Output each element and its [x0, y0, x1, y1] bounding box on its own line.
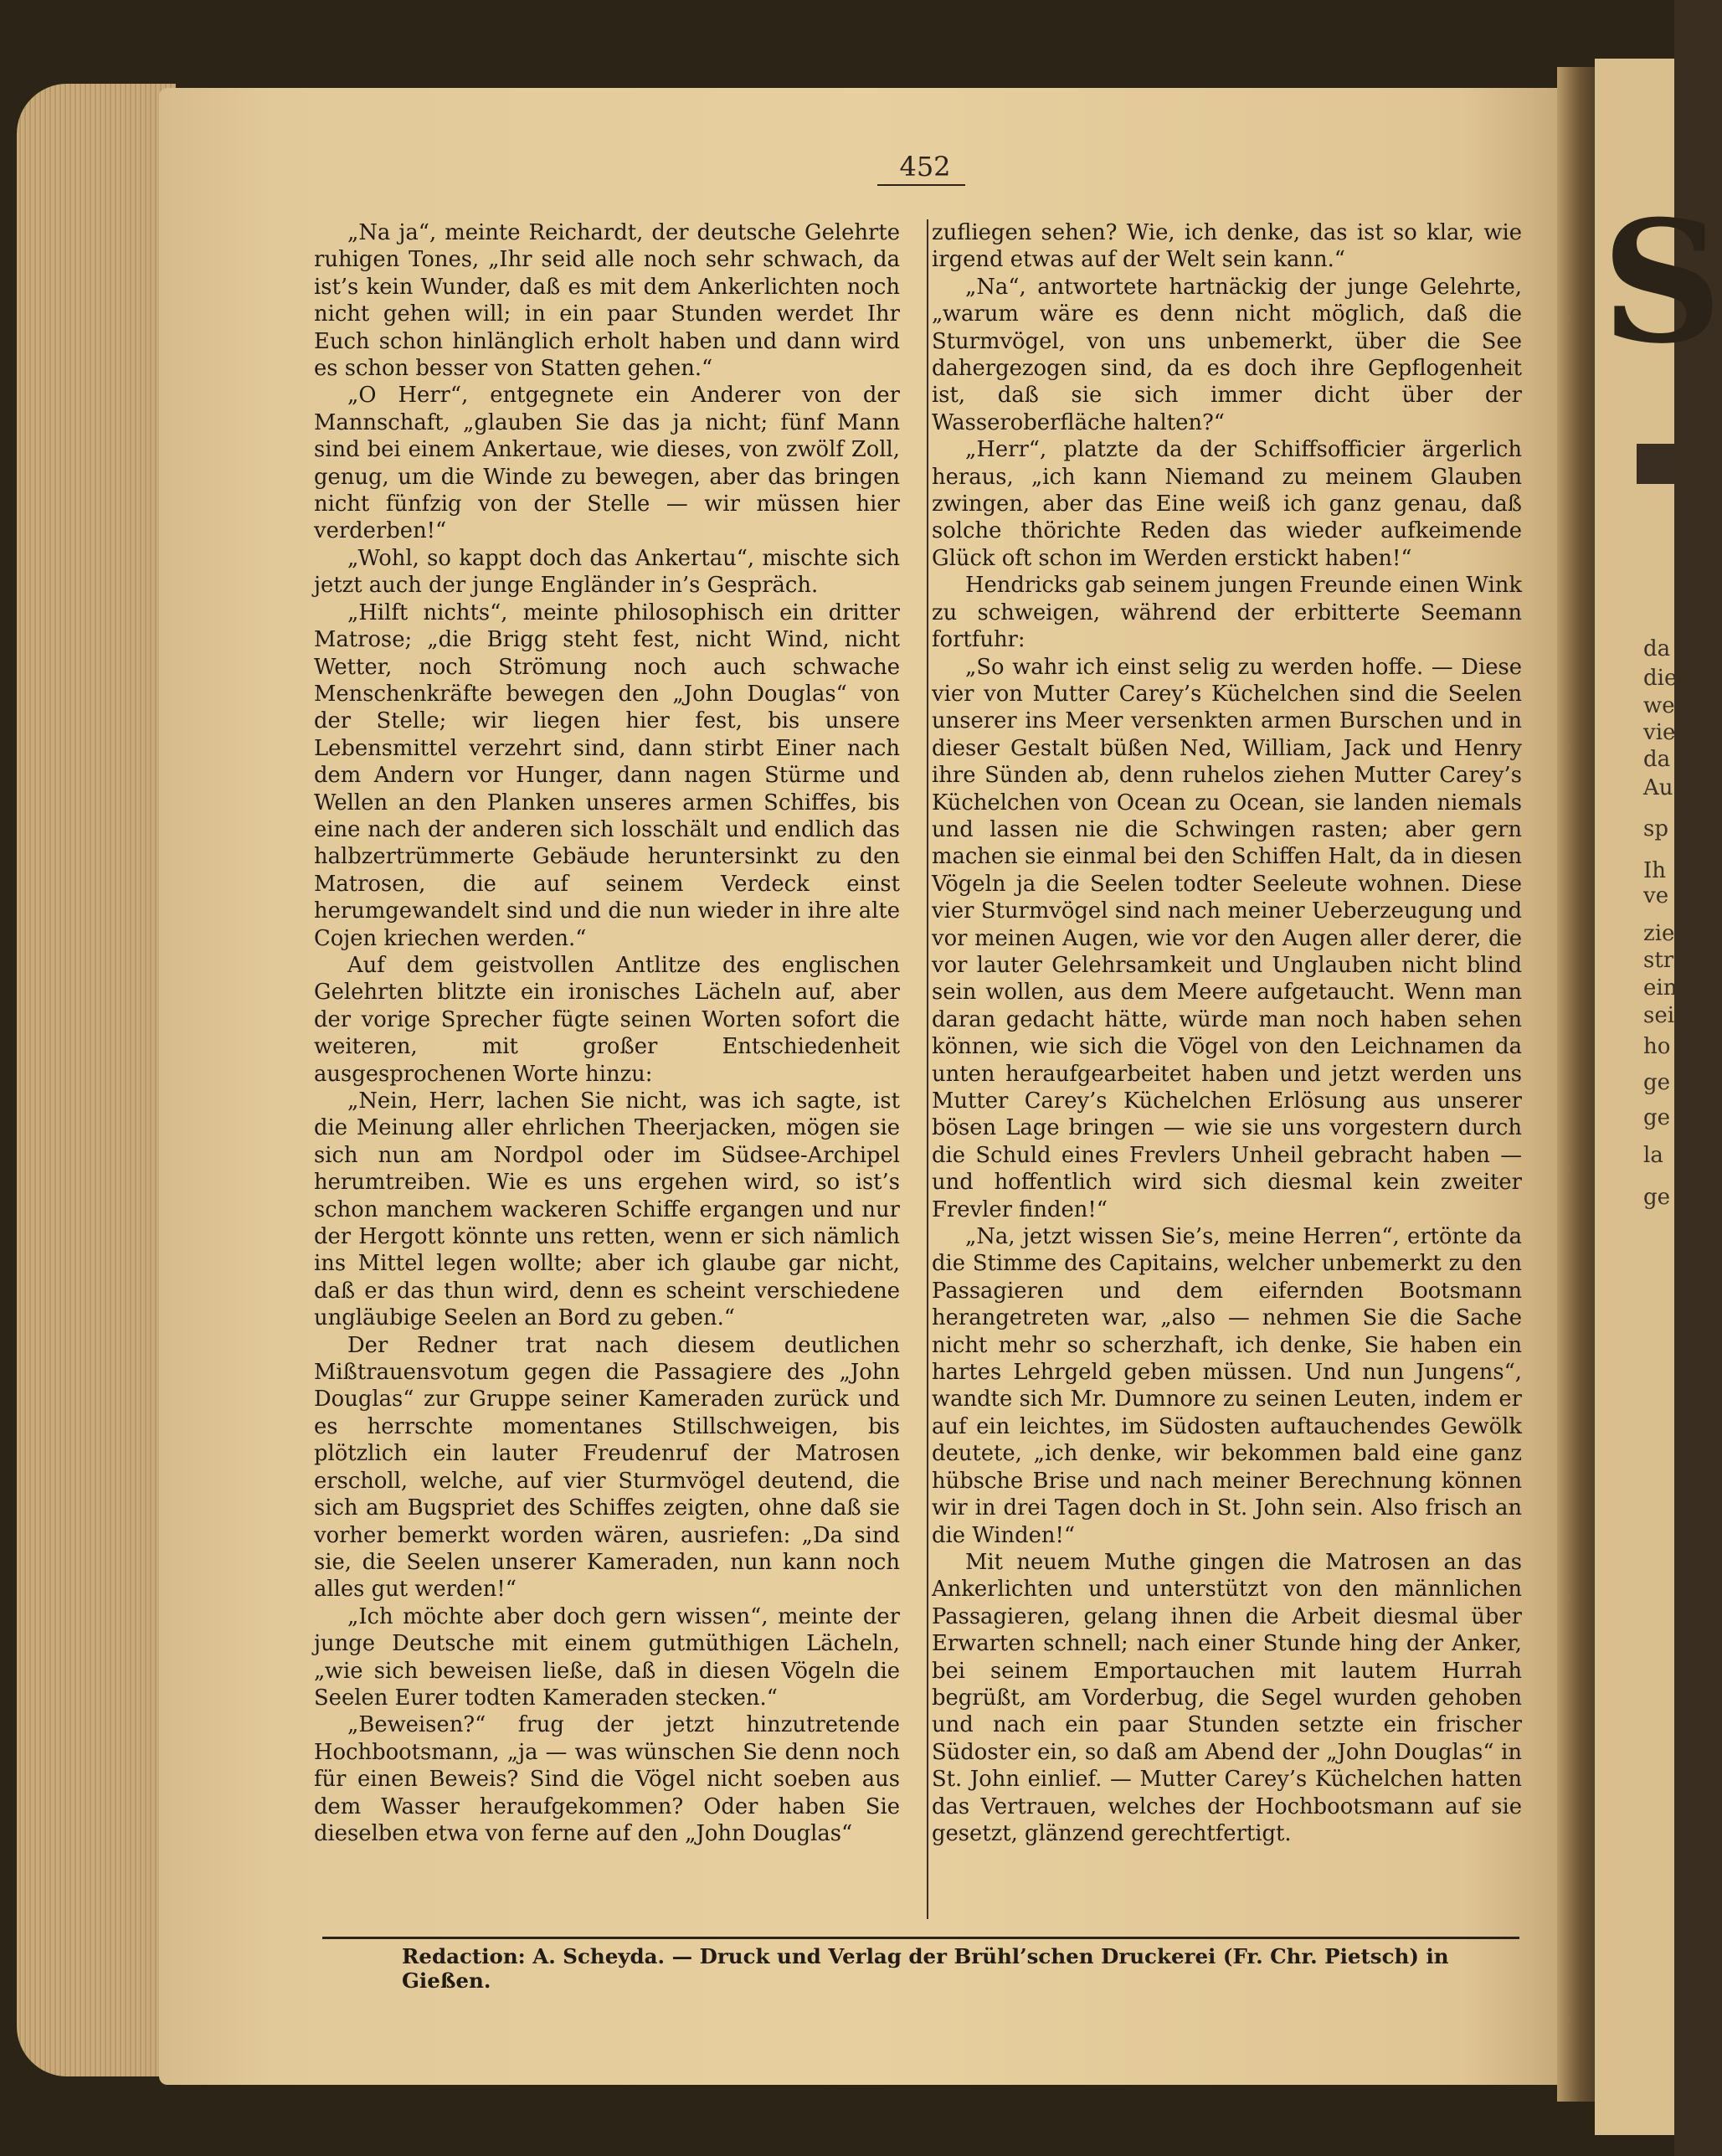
paragraph: „Beweisen?“ frug der jetzt hinzutretende Hochbootsmann, „ja — was wünschen Sie denn noch für einen Beweis? Sind die Vögel nicht soeben aus dem Wasser heraufgekommen? Oder haben Sie dieselben etwa von ferne auf den „John Douglas“	[314, 1712, 900, 1846]
adjacent-page-text-fragment: ge	[1643, 1070, 1671, 1095]
adjacent-page-text-fragment: str	[1643, 948, 1674, 973]
paragraph: „Ich möchte aber doch gern wissen“, meinte der junge Deutsche mit einem gutmüthigen Lächeln, „wie sich beweisen ließe, daß in diesen Vögeln die Seelen Eurer todten Kameraden stecken.“	[314, 1603, 900, 1711]
imprint-footer: Redaction: A. Scheyda. — Druck und Verlag der Brühl’schen Druckerei (Fr. Chr. Pietsch) in Gießen.	[402, 1944, 1449, 1993]
adjacent-page-text-fragment: die	[1643, 666, 1678, 691]
footer-rule	[322, 1937, 1519, 1939]
adjacent-page-text-fragment: ge	[1643, 1185, 1671, 1210]
heading-fragment-bar	[1637, 444, 1678, 484]
adjacent-page-text-fragment: Ih	[1643, 858, 1667, 883]
paragraph: Der Redner trat nach diesem deutlichen Mißtrauensvotum gegen die Passagiere des „John Douglas“ zur Gruppe seiner Kameraden zurück und es herrschte momentanes Stillschweigen, bis plötzlich ein lauter Freudenruf der Matrosen erscholl, welche, auf vier Sturmvögel deutend, die sich am Bugspriet des Schiffes zeigten, ohne daß sie vorher bemerkt worden wären, ausriefen: „Da sind sie, die Seelen unserer Kameraden, nun kann noch alles gut werden!“	[314, 1332, 900, 1603]
paragraph: „So wahr ich einst selig zu werden hoffe. — Diese vier von Mutter Carey’s Küchelchen sind die Seelen unserer ins Meer versenkten armen Burschen und in dieser Gestalt büßen Ned, William, Jack und Henry ihre Sünden ab, denn ruhelos ziehen Mutter Carey’s Küchelchen von Ocean zu Ocean, sie landen niemals und lassen nie die Schwingen rasten; aber gern machen sie einmal bei den Schiffen Halt, da in diesen Vögeln ja die Seelen todter Seeleute wohnen. Diese vier Sturmvögel sind nach meiner Ueberzeugung und vor meinen Augen, wie vor den Augen aller derer, die vor lauter Gelehrsamkeit und Unglauben nicht blind sein wollen, aus dem Meere aufgetaucht. Wenn man daran gedacht hätte, würde man noch haben sehen können, wie sich die Vögel von den Leichnamen da unten heraufgearbeitet haben und jetzt werden uns Mutter Carey’s Küchelchen Erlösung aus unserer bösen Lage bringen — wie sie uns vorgestern durch die Schuld eines Frevlers Unheil gebracht haben — und hoffentlich wird sich diesmal kein zweiter Frevler finden!“	[932, 654, 1522, 1222]
column-divider	[927, 219, 928, 1919]
paragraph: „Herr“, platzte da der Schiffsofficier ärgerlich heraus, „ich kann Niemand zu meinem Glauben zwingen, aber das Eine weiß ich ganz genau, daß solche thörichte Reden das wieder aufkeimende Glück oft schon im Werden erstickt haben!“	[932, 437, 1522, 571]
adjacent-page-text-fragment: sp	[1643, 816, 1668, 841]
paragraph: „Na ja“, meinte Reichardt, der deutsche Gelehrte ruhigen Tones, „Ihr seid alle noch sehr schwach, da ist’s kein Wunder, daß es mit dem Ankerlichten noch nicht gehen will; in ein paar Stunden werdet Ihr Euch schon hinlänglich erholt haben und dann wird es schon besser von Statten gehen.“	[314, 220, 900, 382]
paragraph: „Wohl, so kappt doch das Ankertau“, mischte sich jetzt auch der junge Engländer in’s Gespräch.	[314, 545, 900, 599]
paragraph: „Na“, antwortete hartnäckig der junge Gelehrte, „warum wäre es denn nicht möglich, daß die Sturmvögel, von uns unbemerkt, über die See dahergezogen sind, da es doch ihre Gepflogenheit ist, daß sie sich immer dicht über der Wasseroberfläche halten?“	[932, 274, 1522, 435]
adjacent-page-text-fragment: ho	[1643, 1034, 1671, 1059]
paragraph: Hendricks gab seinem jungen Freunde einen Wink zu schweigen, während der erbitterte Seemann fortfuhr:	[932, 573, 1522, 653]
adjacent-page-text-fragment: vie	[1643, 720, 1676, 745]
adjacent-page-text-fragment: ve	[1643, 883, 1669, 908]
paragraph: Mit neuem Muthe gingen die Matrosen an das Ankerlichten und unterstützt von den männlichen Passagieren, gelang ihnen die Arbeit diesmal über Erwarten schnell; nach einer Stunde hing der Anker, bei seinem Emportauchen mit lautem Hurrah begrüßt, am Vorderbug, die Segel wurden gehoben und nach ein paar Stunden setzte ein frischer Südoster ein, so daß am Abend der „John Douglas“ in St. John einlief. — Mutter Carey’s Küchelchen hatten das Vertrauen, welches der Hochbootsmann auf sie gesetzt, glänzend gerechtfertigt.	[932, 1549, 1522, 1846]
adjacent-page-text-fragment: we	[1643, 693, 1675, 718]
adjacent-page-text-fragment: ge	[1643, 1105, 1671, 1130]
text-column-right	[932, 219, 1522, 1890]
paragraph: „Na, jetzt wissen Sie’s, meine Herren“, ertönte da die Stimme des Capitains, welcher unbemerkt zu den Passagieren und dem eifernden Bootsmann herangetreten war, „also — nehmen Sie die Sache nicht mehr so scherzhaft, ich denke, Sie haben ein hartes Lehrgeld geben müssen. Und nun Jungens“, wandte sich Mr. Dumnore zu seinen Leuten, indem er auf ein leichtes, im Südosten auftauchendes Gewölk deutete, „ich denke, wir bekommen bald eine ganz hübsche Brise und nach meiner Berechnung können wir in drei Tagen doch in St. John sein. Also frisch an die Winden!“	[932, 1224, 1522, 1548]
paragraph: „O Herr“, entgegnete ein Anderer von der Mannschaft, „glauben Sie das ja nicht; fünf Mann sind bei einem Ankertaue, wie dieses, von zwölf Zoll, genug, um die Winde zu bewegen, aber das bringen nicht fünfzig von der Stelle — wir müssen hier verderben!“	[314, 383, 900, 544]
book-page-edges	[17, 84, 176, 2076]
paragraph-continuation: zufliegen sehen? Wie, ich denke, das ist so klar, wie irgend etwas auf der Welt sein kann.“	[932, 220, 1522, 273]
adjacent-page-text-fragment: Au	[1643, 775, 1673, 800]
paragraph: „Hilft nichts“, meinte philosophisch ein dritter Matrose; „die Brigg steht fest, nicht Wind, nicht Wetter, noch Strömung noch auch schwache Menschenkräfte bewegen den „John Douglas“ von der Stelle; wir liegen hier fest, bis unsere Lebensmittel verzehrt sind, dann stirbt Einer nach dem Andern vor Hunger, dann nagen Stürme und Wellen an den Planken unseres armen Schiffes, bis eine nach der anderen sich losschält und endlich das halbzertrümmerte Gebäude heruntersinkt zu den Matrosen, die auf seinem Verdeck einst herumgewandelt sind und die nun wieder in ihre alte Cojen kriechen werden.“	[314, 599, 900, 951]
page-number: 452	[899, 151, 951, 183]
adjacent-page-text-fragment: zie	[1643, 921, 1675, 946]
adjacent-page-text-fragment: la	[1643, 1143, 1663, 1168]
paragraph: „Nein, Herr, lachen Sie nicht, was ich sagte, ist die Meinung aller ehrlichen Theerjacken, mögen sie sich nun am Nordpol oder im Südsee-Archipel herumtreiben. Wie es uns ergehen wird, so ist’s schon manchem wackeren Schiffe ergangen und nur der Hergott könnte uns retten, wenn er sich nämlich ins Mittel legen wollte; aber ich glaube gar nicht, daß er das thun wird, denn es scheint verschiedene ungläubige Seelen an Bord zu geben.“	[314, 1088, 900, 1331]
decorative-initial: S	[1601, 184, 1722, 381]
paragraph: Auf dem geistvollen Antlitze des englischen Gelehrten blitzte ein ironisches Lächeln auf, aber der vorige Sprecher fügte seinen Worten sofort die weiteren, mit großer Entschiedenheit ausgesprochenen Worte hinzu:	[314, 952, 900, 1087]
adjacent-page-text-fragment: da	[1643, 636, 1671, 661]
adjacent-page-text-fragment: da	[1643, 747, 1671, 772]
page-number-rule	[877, 184, 965, 186]
adjacent-page-text-fragment: sei	[1643, 1003, 1675, 1028]
adjacent-page-fragment	[1595, 59, 1722, 2135]
adjacent-page-text-fragment: ein	[1643, 975, 1678, 1001]
text-column-left	[314, 219, 900, 1890]
